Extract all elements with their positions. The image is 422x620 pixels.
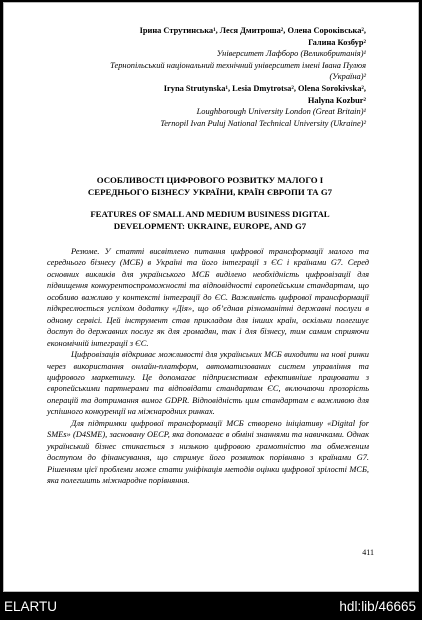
title-en (50, 209, 370, 232)
authors-en-block (160, 83, 366, 129)
affiliation-ua-2: Тернопільський національний технічний університет імені Івана Пулюя (110, 60, 366, 70)
footer-handle-link[interactable]: hdl:lib/46665 (339, 599, 416, 614)
footer-bar (0, 594, 422, 620)
abstract-body (47, 246, 369, 487)
title-en-line-2: DEVELOPMENT: UKRAINE, EUROPE, AND G7 (113, 220, 307, 231)
abstract-paragraph-1: Резюме. У статті висвітлено питання цифрової трансформації малого та середнього бізнесу (МСБ) в Україні та його інтеграції з ЄС і країнами G7. Серед основних викликів для українського МСБ виділено необхідність цифровізації для підвищення конкурентоспроможності та відповідності європейським стандартам, що особливо важливо у контексті інтеграції до ЄС. Важливість цифрової трансформації підкреслюється успіхом додатку «Дія», що об’єднав різноманітні державні послуги в одному сервісі. Цей інструмент став прикладом для інших країн, оскільки полегшує доступ до державних послуг як для громадян, так і для бізнесу, тим самим сприяючи економічній інтеграції з ЄС. (47, 247, 369, 348)
title-en-line-1: FEATURES OF SMALL AND MEDIUM BUSINESS DIGITAL (90, 209, 330, 219)
title-ua-line-1: ОСОБЛИВОСТІ ЦИФРОВОГО РОЗВИТКУ МАЛОГО І (96, 175, 324, 185)
authors-ua-names-2: Галина Козбур² (308, 37, 366, 47)
affiliation-ua-2-country: (Україна)² (329, 72, 366, 81)
affiliation-en-1: Loughborough University London (Great Britain)¹ (196, 107, 366, 116)
abstract-paragraph-2: Цифровізація відкриває можливості для українських МСБ виходити на нові ринки через використання онлайн-платформ, автоматизованих систем управління та цифрового маркетингу. Це допомагає підприємствам ефективніше працювати з європейськими партнерами та відповідати стандартам ЄС, включаючи прозорість операцій та дотримання вимог GDPR. Відповідність цим стандартам є важливою для успішного конкуренції на міжнародних ринках. (47, 350, 369, 417)
affiliation-ua-1: Університет Лафборо (Великобританія)¹ (216, 49, 366, 58)
authors-en-names: Iryna Strutynska¹, Lesia Dmytrotsa², Olena Sorokivska², (163, 84, 366, 93)
affiliation-en-2: Ternopil Ivan Puluj National Technical University (Ukraine)² (160, 118, 366, 128)
title-ua-line-2: СЕРЕДНЬОГО БІЗНЕСУ УКРАЇНИ, КРАЇН ЄВРОПИ ТА G7 (87, 186, 333, 197)
page-number: 411 (362, 548, 374, 557)
authors-en-names-2: Halyna Kozbur² (307, 95, 366, 105)
title-ua (50, 175, 370, 198)
authors-ua-names: Ірина Струтинська¹, Леся Дмитроша², Олена Сороківська², (139, 26, 366, 35)
authors-ua-block (110, 25, 366, 83)
abstract-paragraph-3: Для підтримки цифрової трансформації МСБ створено ініціативу «Digital for SMEs» (D4SME), засновану OECP, яка допомагає в обміні знаннями та навичками. Однак український бізнес стикається з низькою цифровою грамотністю та обмеженим доступом до фінансування, що стримує його розвиток порівняно з країнами G7. Рішенням цієї проблеми може стати уніфікація методів оцінки цифрової зрілості МСБ, яка полегшить міжнародне порівняння. (47, 418, 369, 486)
footer-repository-name: ELARTU (4, 599, 58, 614)
